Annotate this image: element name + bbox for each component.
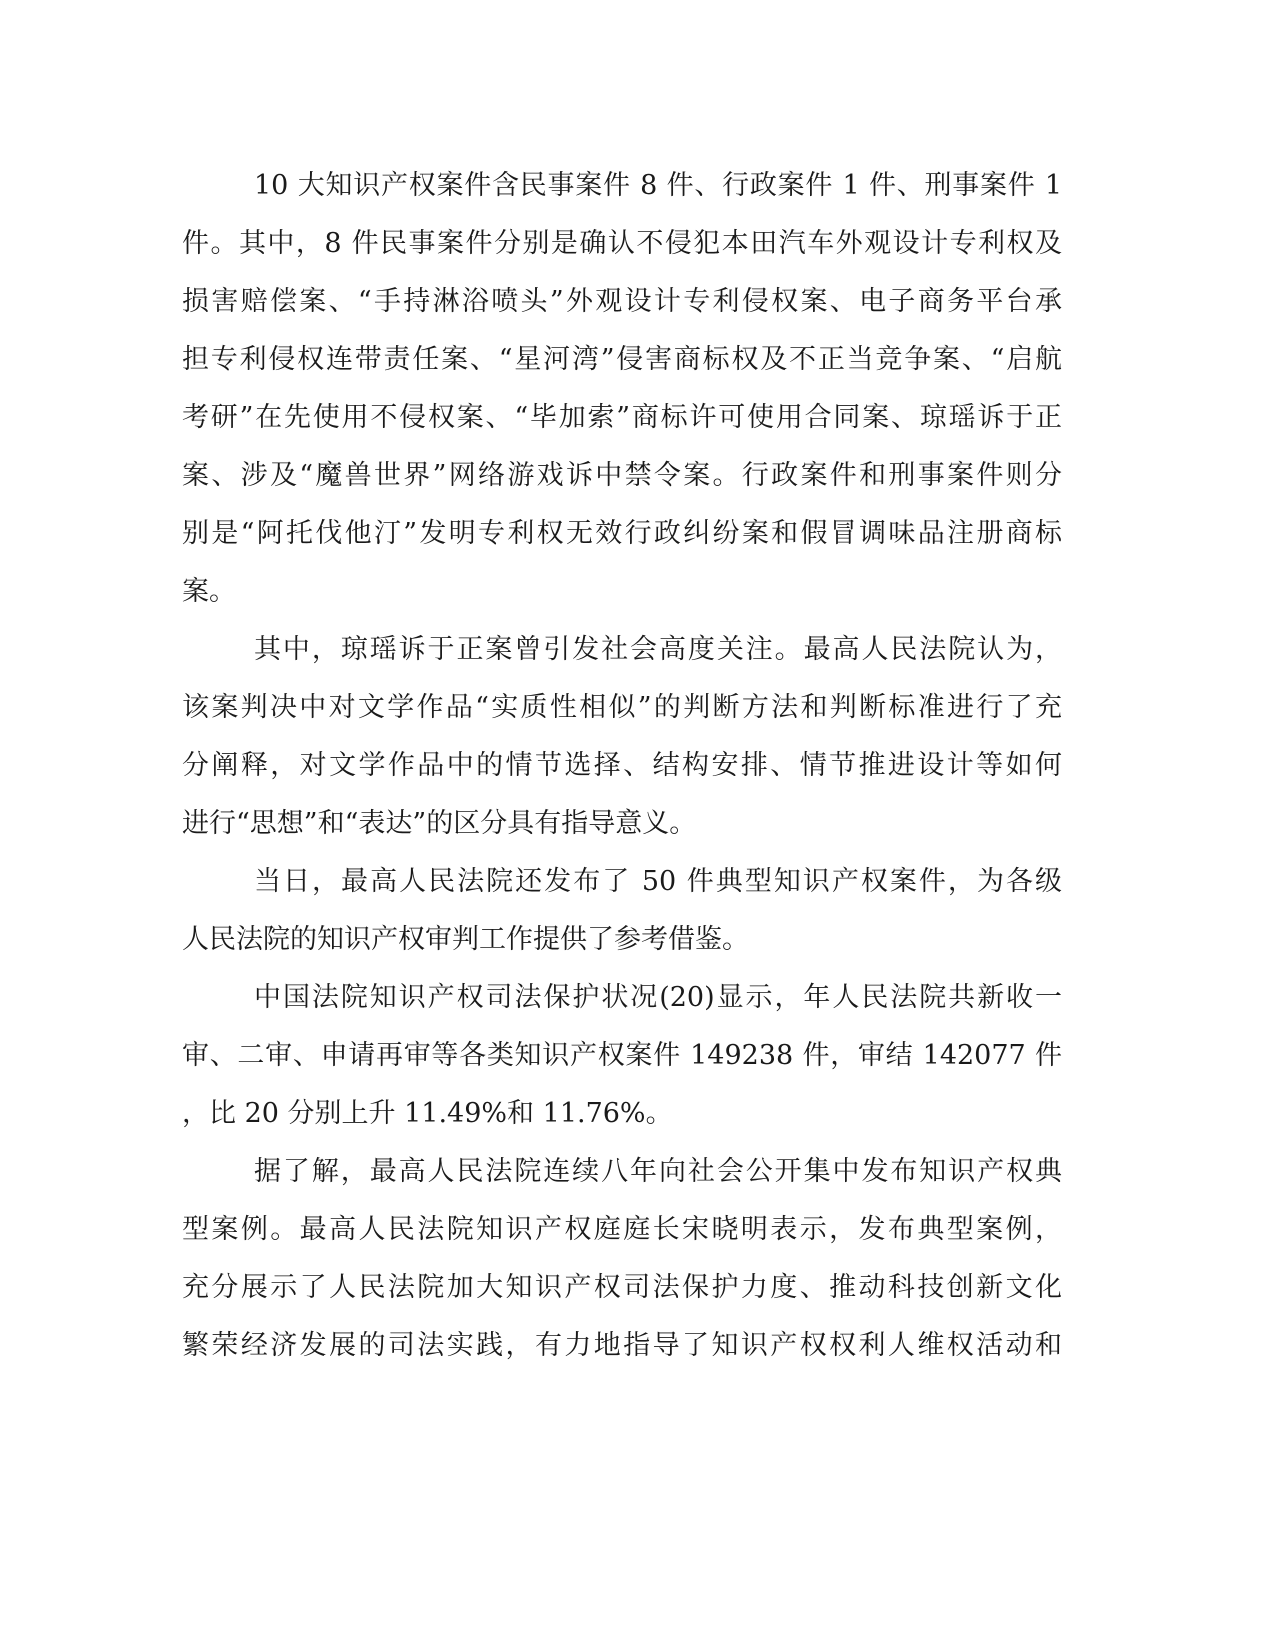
text-line: 担专利侵权连带责任案、“星河湾”侵害商标权及不正当竞争案、“启航 <box>182 344 1062 375</box>
paragraph <box>182 969 1062 1143</box>
text-line: 人民法院的知识产权审判工作提供了参考借鉴。 <box>182 924 749 955</box>
text-line: 型案例。最高人民法院知识产权庭庭长宋晓明表示，发布典型案例， <box>182 1214 1062 1245</box>
paragraph <box>182 853 1062 969</box>
text-line: 审、二审、申请再审等各类知识产权案件 149238 件，审结 142077 件 <box>182 1040 1062 1071</box>
text-line: 分阐释，对文学作品中的情节选择、结构安排、情节推进设计等如何 <box>182 750 1062 781</box>
paragraph <box>182 157 1062 621</box>
document-body <box>182 157 1062 1375</box>
text-line: 其中，琼瑶诉于正案曾引发社会高度关注。最高人民法院认为， <box>254 634 1062 665</box>
text-line: 件。其中，8 件民事案件分别是确认不侵犯本田汽车外观设计专利权及 <box>182 228 1062 259</box>
paragraph <box>182 621 1062 853</box>
text-line: 繁荣经济发展的司法实践，有力地指导了知识产权权利人维权活动和 <box>182 1330 1062 1361</box>
text-line: 考研”在先使用不侵权案、“毕加索”商标许可使用合同案、琼瑶诉于正 <box>182 402 1062 433</box>
text-line: ，比 20 分别上升 11.49%和 11.76%。 <box>182 1098 673 1129</box>
text-line: 充分展示了人民法院加大知识产权司法保护力度、推动科技创新文化 <box>182 1272 1062 1303</box>
text-line: 别是“阿托伐他汀”发明专利权无效行政纠纷案和假冒调味品注册商标 <box>182 518 1062 549</box>
paragraph <box>182 1143 1062 1375</box>
text-line: 案。 <box>182 576 236 607</box>
text-line: 损害赔偿案、“手持淋浴喷头”外观设计专利侵权案、电子商务平台承 <box>182 286 1062 317</box>
text-line: 10 大知识产权案件含民事案件 8 件、行政案件 1 件、刑事案件 1 <box>254 170 1062 201</box>
text-line: 据了解，最高人民法院连续八年向社会公开集中发布知识产权典 <box>254 1156 1062 1187</box>
text-line: 案、涉及“魔兽世界”网络游戏诉中禁令案。行政案件和刑事案件则分 <box>182 460 1062 491</box>
text-line: 当日，最高人民法院还发布了 50 件典型知识产权案件，为各级 <box>254 866 1062 897</box>
text-line: 该案判决中对文学作品“实质性相似”的判断方法和判断标准进行了充 <box>182 692 1062 723</box>
text-line: 进行“思想”和“表达”的区分具有指导意义。 <box>182 808 697 839</box>
text-line: 中国法院知识产权司法保护状况(20)显示，年人民法院共新收一 <box>254 982 1062 1013</box>
